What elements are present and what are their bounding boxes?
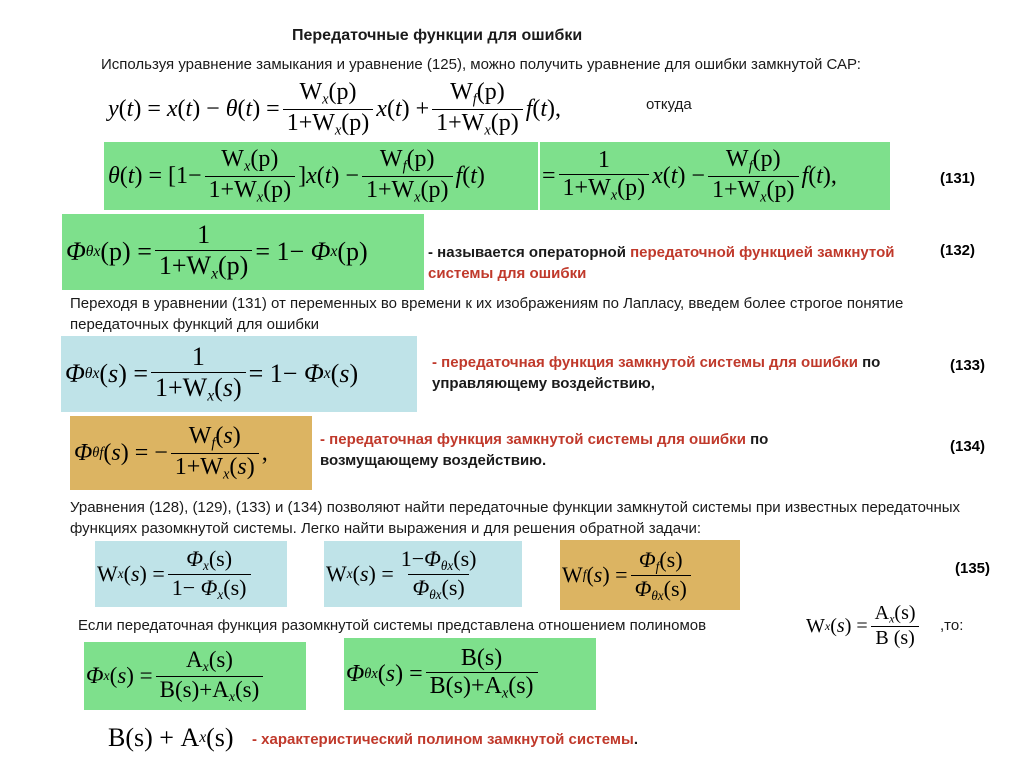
otkuda-text: откуда bbox=[646, 96, 692, 113]
eq132-desc-red: передаточной функцией замкнутой системы для ошибки bbox=[428, 244, 895, 282]
equation-133-box bbox=[61, 336, 417, 412]
intro-text: Используя уравнение замыкания и уравнение (125), можно получить уравнение для ошибки замкнутой САР: bbox=[101, 56, 861, 73]
equation-phi-theta-x-box bbox=[344, 638, 596, 710]
page-title: Передаточные функции для ошибки bbox=[292, 27, 583, 44]
equation-number-133: (133) bbox=[950, 357, 986, 374]
equation-phi-x: Φ x ( s ) = $\frac{A_x(s)}{B(s)+A_x(s)}$ bbox=[86, 648, 266, 704]
polynomial-paragraph: Если передаточная функция разомкнутой системы представлена отношением полиномов bbox=[78, 617, 707, 634]
characteristic-polynomial-description bbox=[252, 729, 638, 750]
equation-132: Φ θx (p) = $\frac{1}{1+W_x(p)}$ = 1− Φ x (p) bbox=[66, 220, 368, 283]
equation-wx-polynomial-ratio: W x ( s ) = $\frac{A_x(s)}{B (s)}$ bbox=[806, 597, 923, 655]
equation-132-box bbox=[62, 214, 424, 290]
polynomial-paragraph-tail: ,то: bbox=[940, 617, 964, 634]
equation-135-wf: W f ( s ) = $\frac{\Phi_f(s)}{\Phi_{\theta x}(s)}$ bbox=[562, 548, 694, 603]
equation-131-box-right bbox=[540, 142, 890, 210]
char-poly-dot: . bbox=[633, 731, 639, 748]
equation-phi-x-box bbox=[84, 642, 306, 710]
eq132-desc-prefix: - называется операторной bbox=[428, 244, 631, 261]
equation-135-box-3 bbox=[560, 540, 740, 610]
equation-134-description bbox=[320, 429, 825, 471]
equation-phi-theta-x: Φ θx ( s ) = $\frac{B(s)}{B(s)+A_x(s)}$ bbox=[346, 646, 541, 702]
equation-135-box-2 bbox=[324, 541, 522, 607]
eq134-desc-tail: по возмущающему воздействию. bbox=[320, 431, 769, 469]
equation-135-wx: W x ( s ) = $\frac{\Phi_x(s)}{1- \Phi_x(s)}$ bbox=[97, 547, 254, 602]
equation-134-box bbox=[70, 416, 312, 490]
equation-131-right: = $\frac{1}{1+W_x(p)}$ x ( t ) − $\frac{W_f(p)}{1+W_x(p)}$ f ( t ), bbox=[542, 146, 837, 205]
equation-133: Φ θx ( s ) = $\frac{1}{1+W_x(s)}$ = 1− Φ x ( s ) bbox=[65, 342, 359, 405]
laplace-paragraph: Переходя в уравнении (131) от переменных во времени к их изображениям по Лапласу, введем более строгое понятие передаточных функций для ошибки bbox=[70, 295, 904, 333]
characteristic-polynomial: B(s) + A x (s) bbox=[108, 723, 234, 752]
equation-error-intro: y ( t ) = x ( t ) − θ ( t ) = $\frac{W_x(p)}{1+W_x(p)}$ x ( t ) + $\frac{W_f(p)}{1+W_x(p)}$ f ( t ), bbox=[108, 79, 562, 138]
char-poly-desc-red: - характеристический полином замкнутой системы bbox=[252, 731, 634, 748]
equation-134: Φ θf ( s ) = − $\frac{W_f(s)}{1+W_x(s)}$ , bbox=[74, 423, 268, 482]
eq133-desc-tail: по управляющему воздействию, bbox=[432, 354, 881, 392]
equation-131-left: θ ( t ) = [1− $\frac{W_x(p)}{1+W_x(p)}$ ] x ( t ) − $\frac{W_f(p)}{1+W_x(p)}$ f ( t ) bbox=[108, 146, 485, 205]
equation-133-description bbox=[432, 352, 937, 394]
equation-135-wx-theta: W x ( s ) = $\frac{1-\Phi_{\theta x}(s)}{\Phi_{\theta x}(s)}$ bbox=[326, 545, 477, 602]
equation-135-box-1 bbox=[95, 541, 287, 607]
equation-131-box-left bbox=[104, 142, 538, 210]
inverse-problem-paragraph: Уравнения (128), (129), (133) и (134) позволяют найти передаточные функции замкнутой системы при известных передаточных функциях разомкнутой системы. Легко найти выражения и для решения обратной задачи: bbox=[70, 499, 961, 537]
equation-number-135: (135) bbox=[955, 560, 991, 577]
eq134-desc-red: - передаточная функция замкнутой системы для ошибки bbox=[320, 431, 746, 448]
equation-132-description bbox=[428, 242, 933, 284]
equation-number-131: (131) bbox=[940, 170, 976, 187]
equation-number-134: (134) bbox=[950, 438, 986, 455]
equation-number-132: (132) bbox=[940, 242, 976, 259]
eq133-desc-red: - передаточная функция замкнутой системы для ошибки bbox=[432, 354, 858, 371]
